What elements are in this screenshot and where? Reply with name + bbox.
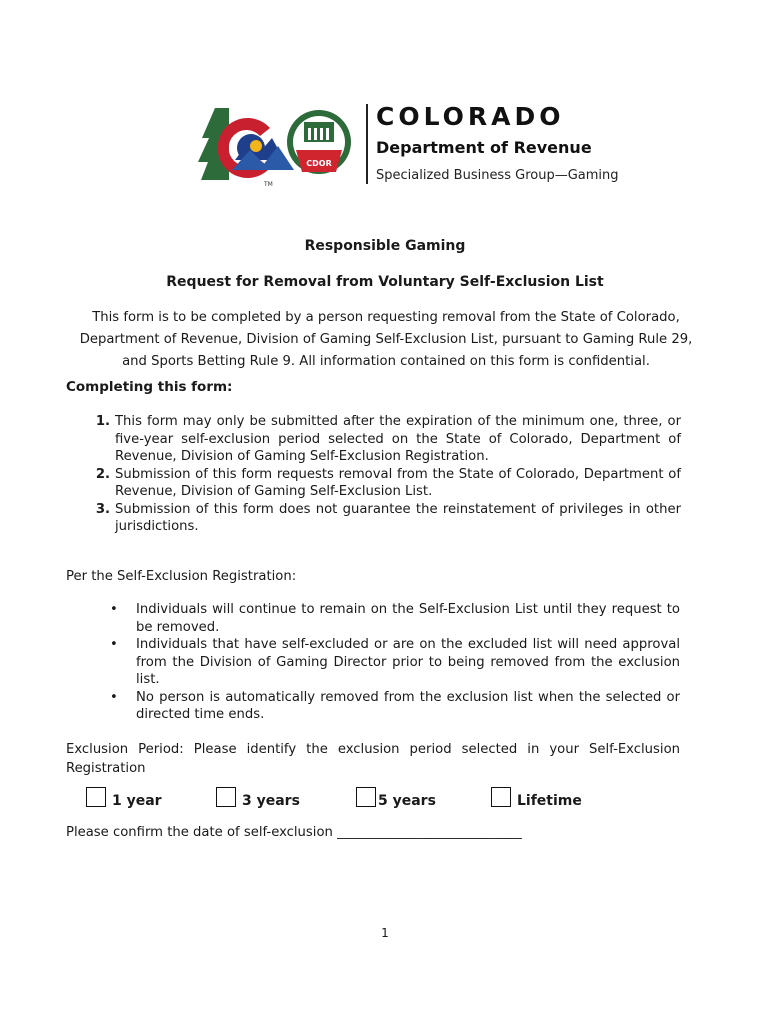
checkbox-1-year[interactable] <box>86 787 106 807</box>
confirm-date-field[interactable]: ____________________________ <box>337 825 522 840</box>
checkbox-5-years[interactable] <box>356 787 376 807</box>
checkbox-lifetime[interactable] <box>491 787 511 807</box>
option-lifetime[interactable] <box>491 787 582 809</box>
option-label: 3 years <box>242 793 300 809</box>
list-item: 2. Submission of this form requests removal from the State of Colorado, Department of Revenue, Division of Gaming Self-Exclusion List. <box>95 466 681 499</box>
bullet-icon: • <box>110 637 118 652</box>
confirm-date-label: Please confirm the date of self-exclusion <box>66 825 333 840</box>
list-item: • Individuals that have self-excluded or are on the excluded list will need approval from the Division of Gaming Director prior to being removed from the exclusion list. <box>110 637 680 687</box>
option-label: 5 years <box>378 793 436 809</box>
option-3-years[interactable] <box>216 787 300 809</box>
registration-list <box>110 601 680 724</box>
page-subtitle: Request for Removal from Voluntary Self-Exclusion List <box>166 274 604 290</box>
checkbox-3-years[interactable] <box>216 787 236 807</box>
list-item: 1. This form may only be submitted after the expiration of the minimum one, three, or five-year self-exclusion period selected on the State of Colorado, Department of Revenue, Division of Gaming Self-Exclusion Registration. <box>95 414 681 464</box>
svg-text:TM: TM <box>264 181 273 188</box>
c-emblem-icon <box>218 118 294 178</box>
bullet-icon: • <box>110 689 118 705</box>
registration-heading: Per the Self-Exclusion Registration: <box>66 569 297 584</box>
list-item: • Individuals will continue to remain on the Self-Exclusion List until they request to be removed. <box>110 602 680 635</box>
logo-divider <box>366 104 368 184</box>
page-title: Responsible Gaming <box>304 238 466 254</box>
list-item: • No person is automatically removed from the exclusion list when the selected or directed time ends. <box>110 689 680 722</box>
option-label: Lifetime <box>517 793 582 809</box>
svg-text:CDOR: CDOR <box>306 159 332 168</box>
exclusion-period-prompt: Exclusion Period: Please identify the exclusion period selected in your Self-Exclusion Registration <box>66 742 680 776</box>
page-number: 1 <box>381 926 389 940</box>
confirm-date-row <box>66 825 522 840</box>
department-name: Department of Revenue <box>376 138 592 157</box>
instructions-list <box>66 413 681 536</box>
completing-heading: Completing this form: <box>66 379 233 395</box>
group-name: Specialized Business Group—Gaming <box>376 168 619 183</box>
option-5-years[interactable] <box>356 787 436 809</box>
intro-paragraph: This form is to be completed by a person requesting removal from the State of Colorado, Department of Revenue, Division of Gaming Self-Exclusion List, pursuant to Gaming Rule 29, and Sports Betting Rule 9. All information contained on this form is confidential. <box>79 310 693 369</box>
option-label: 1 year <box>112 793 162 809</box>
option-1-year[interactable] <box>86 787 162 809</box>
org-name: COLORADO <box>376 102 565 131</box>
list-item: 3. Submission of this form does not guarantee the reinstatement of privileges in other jurisdictions. <box>95 501 681 534</box>
bullet-icon: • <box>110 602 118 617</box>
